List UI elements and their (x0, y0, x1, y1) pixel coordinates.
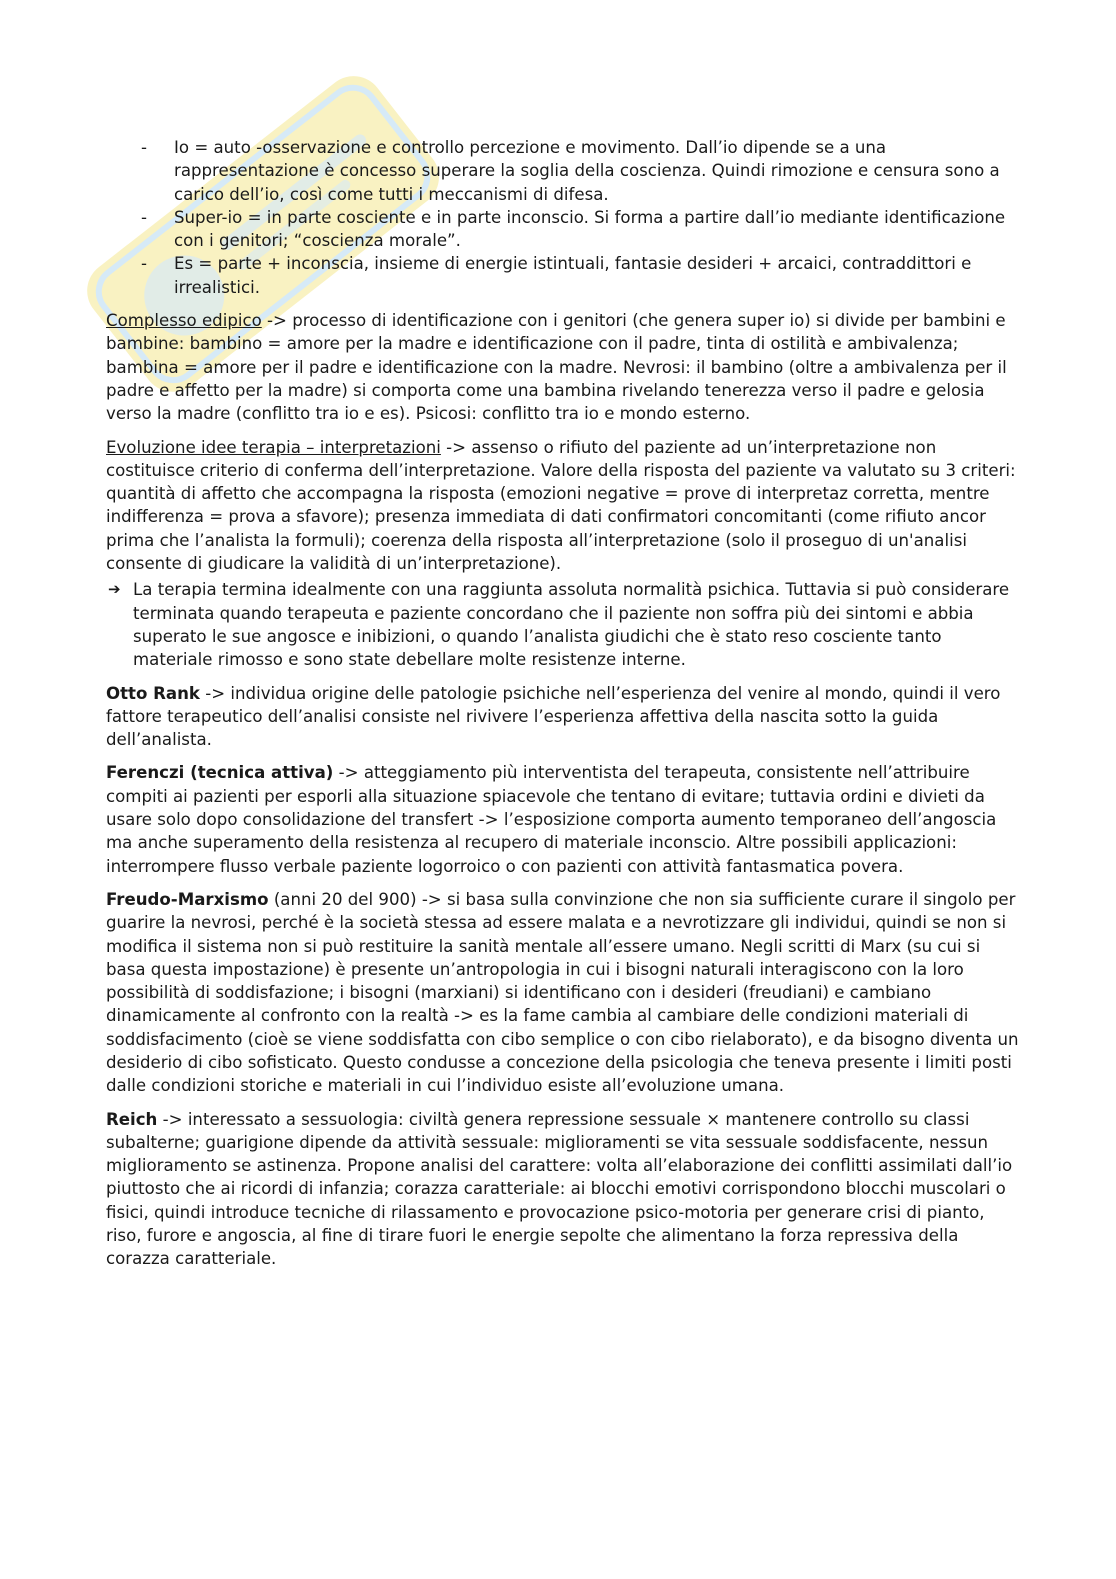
arrow-right-icon: ➔ (108, 580, 121, 599)
document-body (106, 136, 1021, 1281)
paragraph-otto-rank: Otto Rank -> individua origine delle patologie psichiche nell’esperienza del venire al mondo, quindi il vero fattore terapeutico dell’analisi consiste nel rivivere l’esperienza affettiva della nascita sotto la guida dell’analista. (106, 683, 1001, 750)
list-item-text: Es = parte + inconscia, insieme di energie istintuali, fantasie desideri + arcaici, contraddittori e irrealistici. (174, 254, 972, 297)
list-item-text: Super-io = in parte cosciente e in parte inconscio. Si forma a partire dall’io mediante identificazione con i genitori; “coscienza morale”. (174, 207, 1006, 251)
list-item: - Es = parte + inconscia, insieme di energie istintuali, fantasie desideri + arcaici, contraddittori e irrealistici. (141, 254, 972, 297)
list-item: - Super-io = in parte cosciente e in parte inconscio. Si forma a partire dall’io mediante identificazione con i genitori; “coscienza morale”. (141, 207, 1006, 251)
paragraph-ferenczi: Ferenczi (tecnica attiva) -> atteggiamento più interventista del terapeuta, consistente nell’attribuire compiti ai pazienti per esporli alla situazione spiacevole che tentano di evitare; tuttavia ordini e divieti da usare solo dopo consolidazione del transfert -> l’esposizione comporta aumento temporaneo dell’angoscia ma anche superamento della resistenza al recupero di materiale inconscio. Altre possibili applicazioni: interrompere flusso verbale paziente logorroico o con pazienti con attività fantasmatica povera. (106, 763, 997, 876)
term-freudo-marxismo: Freudo-Marxismo (106, 889, 269, 909)
paragraph-complesso-edipico: Complesso edipico -> processo di identificazione con i genitori (che genera super io) si divide per bambini e bambine: bambino = amore per la madre e identificazione con il padre, tinta di ostilità e ambivalenza; bambina = amore per il padre e identificazione con la madre. Nevrosi: il bambino (oltre a ambivalenza per il padre e affetto per la madre) si comporta come una bambina rivelando tenerezza verso il padre e gelosia verso la madre (conflitto tra io e es). Psicosi: conflitto tra io e mondo esterno. (106, 311, 1007, 424)
paragraph-freudo-marxismo: Freudo-Marxismo (anni 20 del 900) -> si basa sulla convinzione che non sia sufficiente curare il singolo per guarire la nevrosi, perché è la società stessa ad essere malata e a nevrotizzare gli individui, quindi se non si modifica il sistema non si può restituire la sanità mentale all’essere umano. Negli scritti di Marx (su cui si basa questa impostazione) è presente un’antropologia in cui i bisogni naturali interagiscono con la loro possibilità di soddisfazione; i bisogni (marxiani) si identificano con i desideri (freudiani) e cambiano dinamicamente al confronto con la realtà -> es la fame cambia al cambiare delle condizioni materiali di soddisfacimento (cioè se viene soddisfatta con cibo semplice o con cibo rielaborato), e da bisogno diventa un desiderio di cibo sofisticato. Questo condusse a concezione della psicologia che teneva presente i limiti posti dalle condizioni storiche e materiali in cui l’individuo esiste all’evoluzione umana. (106, 889, 1019, 1096)
list-item-text: Io = auto -osservazione e controllo percezione e movimento. Dall’io dipende se a una rappresentazione è concesso superare la soglia della coscienza. Quindi rimozione e censura sono a carico dell’io, così come tutti i meccanismi di difesa. (174, 138, 1000, 204)
term-reich: Reich (106, 1109, 158, 1129)
arrow-list-item: ➔ La terapia termina idealmente con una raggiunta assoluta normalità psichica. Tuttavia si può considerare terminata quando terapeuta e paziente concordano che il paziente non soffra più dei sintomi e abbia superato le sue angosce e inibizioni, o quando l’analista giudichi che è stato reso cosciente tanto materiale rimosso e sono state debellare molte resistenze interne. (108, 580, 1010, 670)
paragraph-reich: Reich -> interessato a sessuologia: civiltà genera repressione sessuale × mantenere controllo su classi subalterne; guarigione dipende da attività sessuale: miglioramenti se vita sessuale soddisfacente, nessun miglioramento se astinenza. Propone analisi del carattere: volta all’elaborazione dei conflitti assimilati dall’io piuttosto che ai ricordi di infanzia; corazza caratteriale: ai blocchi emotivi corrispondono blocchi muscolari o fisici, quindi introduce tecniche di rilassamento e provocazione psico-motoria per generare crisi di pianto, riso, furore e angoscia, al fine di tirare fuori le energie sepolte che alimentano la forza repressiva della corazza caratteriale. (106, 1109, 1013, 1269)
term-complesso-edipico: Complesso edipico (106, 311, 262, 331)
paragraph-evoluzione-terapia: Evoluzione idee terapia – interpretazioni -> assenso o rifiuto del paziente ad un’interpretazione non costituisce criterio di conferma dell’interpretazione. Valore della risposta del paziente va valutato su 3 criteri: quantità di affetto che accompagna la risposta (emozioni negative = prove di interpretaz corretta, mentre indifferenza = prova a sfavore); presenza immediata di dati confirmatori concomitanti (come rifiuto ancor prima che l’analista la formuli); coerenza della risposta all’interpretazione (solo il proseguo di un'analisi consente di giudicare la validità di un’interpretazione). (106, 437, 1016, 574)
structure-bullet-list (106, 136, 1021, 299)
term-evoluzione-terapia: Evoluzione idee terapia – interpretazioni (106, 437, 441, 457)
list-item: - Io = auto -osservazione e controllo percezione e movimento. Dall’io dipende se a una rappresentazione è concesso superare la soglia della coscienza. Quindi rimozione e censura sono a carico dell’io, così come tutti i meccanismi di difesa. (141, 138, 1000, 204)
term-ferenczi: Ferenczi (tecnica attiva) (106, 763, 334, 783)
term-otto-rank: Otto Rank (106, 683, 200, 703)
